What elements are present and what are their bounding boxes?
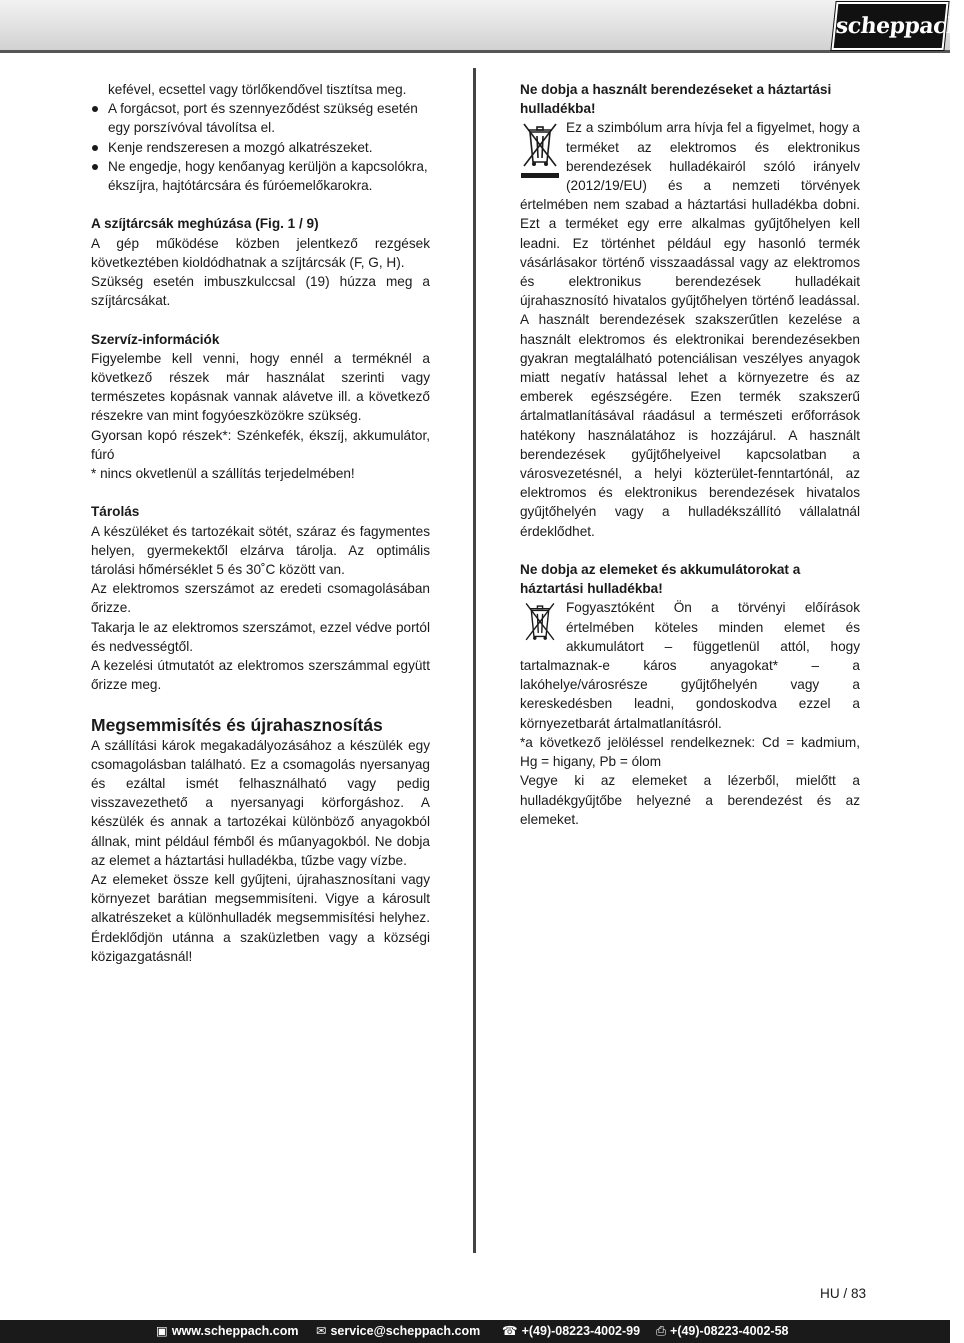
storage-paragraph: Takarja le az elektromos szerszámot, ezzel védve portól és nedvességtől.: [91, 619, 430, 654]
weee-heading: Ne dobja a használt berendezéseket a háztartási hulladékba!: [520, 82, 832, 117]
footer-phone[interactable]: [502, 1320, 640, 1343]
belt-heading: A szíjtárcsák meghúzása (Fig. 1 / 9): [91, 216, 319, 232]
footer-bar: [0, 1320, 950, 1343]
website-link[interactable]: www.scheppach.com: [171, 1324, 299, 1338]
service-paragraph: Figyelembe kell venni, hogy ennél a terméknél a következő részek már használat szerinti vagy természetes kopásnak vannak alávetve ill. a következő részekre van mint fogyóeszközökre szükség.: [91, 350, 430, 424]
footer-email[interactable]: [316, 1320, 480, 1343]
fax-icon: ⎙: [656, 1324, 667, 1338]
list-item: Kenje rendszeresen a mozgó alkatrészeket.: [91, 138, 430, 157]
storage-paragraph: A kezelési útmutatót az elektromos szerszámmal együtt őrizze meg.: [91, 658, 430, 693]
footer-web[interactable]: [156, 1320, 298, 1343]
column-divider: [473, 68, 476, 1253]
right-column: [520, 80, 860, 829]
email-link[interactable]: service@scheppach.com: [330, 1324, 481, 1338]
disposal-paragraph: A szállítási károk megakadályozásához a készülék egy csomagolásban található. Ez a csomagolás nyersanyag és ezáltal ismét felhasználható vagy pedig visszavezethető a nyersanyagi körforgáshoz. A készülék és annak a tartozékai különböző anyagokból állnak, mint például fémből és műanyagokból. Ne dobja az elemet a háztartási hulladékba, tűzbe vagy vízbe.: [91, 737, 430, 868]
battery-block: [520, 598, 860, 732]
weee-block: [520, 118, 860, 540]
scheppach-logo: scheppach: [831, 2, 948, 50]
phone-icon: ☎: [502, 1324, 518, 1338]
maintenance-list: [91, 99, 430, 195]
disposal-paragraph: Az elemeket össze kell gyűjteni, újrahasznosítani vagy környezet barátian megsemmisíteni. Vigye a károsult alkatrészeket a különhulladék megsemmisítési helyhez. Érdeklődjön utánna a szaküzletben vagy a községi közigazgatásnál!: [91, 872, 430, 964]
page-number: HU / 83: [820, 1286, 867, 1301]
storage-paragraph: Az elektromos szerszámot az eredeti csomagolásában őrizze.: [91, 581, 430, 616]
laser-text: Vegye ki az elemeket a lézerből, mielőtt a hulladékgyűjtőbe helyezné a berendezést és az elemeket.: [520, 773, 860, 827]
monitor-icon: ▣: [156, 1324, 168, 1338]
fax-number: +(49)-08223-4002-58: [670, 1324, 789, 1338]
mail-icon: ✉: [316, 1324, 327, 1338]
service-paragraph: * nincs okvetlenül a szállítás terjedelmében!: [91, 466, 355, 482]
list-item: Ne engedje, hogy kenőanyag kerüljön a kapcsolókra, ékszíjra, hajtótárcsára és fúróemelőkarokra.: [91, 157, 430, 195]
left-column: [91, 80, 430, 966]
intro-line: kefével, ecsettel vagy törlőkendővel tisztítsa meg.: [108, 82, 407, 97]
service-paragraph: Gyorsan kopó részek*: Szénkefék, ékszíj, akkumulátor, fúró: [91, 427, 430, 462]
belt-paragraph: A gép működése közben jelentkező rezgések következtében kioldódhatnak a szíjtárcsák (F, G, H).: [91, 235, 430, 270]
battery-text: Fogyasztóként Ön a törvényi előírások értelmében köteles minden elemet és akkumulátort – függetlenül attól, hogy tartalmaznak-e káros anyagokat* – a lakóhelye/városrésze gyűjtőhelyén vagy a kereskedésben leadni, gondoskodva ezzel a környezetbarát ártalmatlanításról.: [520, 600, 860, 731]
weee-text: Ez a szimbólum arra hívja fel a figyelmet, hogy a terméket az elektromos és elektronikus berendezések hulladékairól szóló irányelv (2012/19/EU) és a nemzeti törvények értelmében nem szabad a háztartási hulladékba dobni. Ezt a terméket egy erre alkalmas gyűjtőhelyen kell leadni. Ez történhet például egy hasonló termék vásárlásakor történő visszaadással vagy az elektromos és elektronikus berendezések hulladékait újrahasznosító hivatalos gyűjtőhelyen történő leadással. A használt berendezések szakszerűtlen kezelése a használt elektromos és elektronikai berendezésekben gyakran megtalálható potenciálisan veszélyes anyagok miatt negatív hatással lehet a környezetre és az emberek egészségére. Ezen termék szakszerű ártalmatlanításával ráadásul a természeti erőforrások hatékony használatához is hozzájárul. A használt berendezések gyűjtőhelyeivel kapcsolatban a városvezetésnél, a helyi közterület-fenntartónál, az elektromos és elektronikus berendezések hivatalos gyűjtőhelyén vagy a hulladékszállító vállalatnál érdeklődhet.: [520, 120, 860, 539]
list-item: A forgácsot, port és szennyeződést szükség esetén egy porszívóval távolítsa el.: [91, 99, 430, 137]
storage-paragraph: A készüléket és tartozékait sötét, száraz és fagymentes helyen, gyermekektől elzárva tárolja. Az optimális tárolási hőmérséklet 5 és 30˚C között van.: [91, 523, 430, 578]
crossed-bin-icon: [520, 600, 560, 652]
crossed-bin-icon: [520, 120, 560, 180]
phone-number[interactable]: +(49)-08223-4002-99: [521, 1324, 641, 1338]
storage-heading: Tárolás: [91, 504, 140, 520]
battery-heading: Ne dobja az elemeket és akkumulátorokat a háztartási hulladékba!: [520, 562, 801, 597]
service-heading: Szervíz-információk: [91, 331, 220, 347]
header-bar: [0, 0, 964, 53]
footer-fax: [656, 1320, 789, 1343]
belt-paragraph: Szükség esetén imbuszkulccsal (19) húzza meg a szíjtárcsákat.: [91, 274, 430, 309]
battery-note: *a következő jelöléssel rendelkeznek: Cd = kadmium, Hg = higany, Pb = ólom: [520, 734, 860, 770]
disposal-heading: Megsemmisítés és újrahasznosítás: [91, 714, 383, 735]
